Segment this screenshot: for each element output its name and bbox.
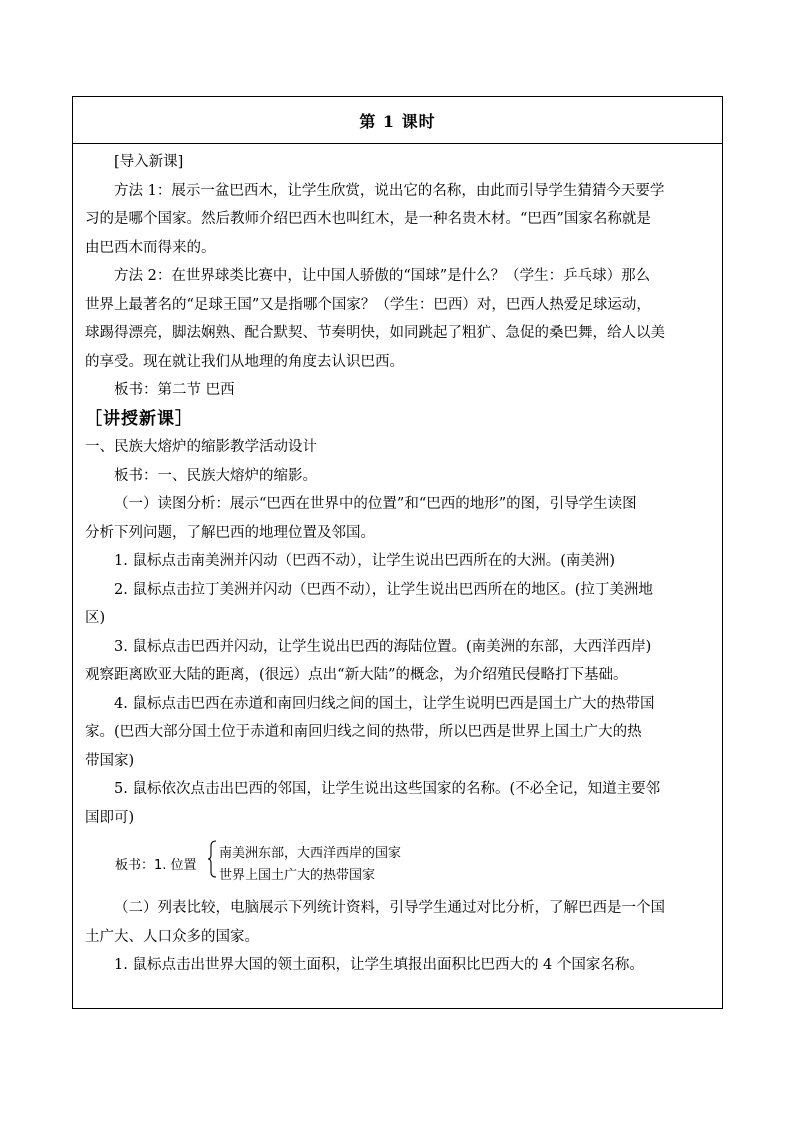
step1: 1. 鼠标点击南美洲并闪动（巴西不动），让学生说出巴西所在的大洲。(南美洲) (114, 553, 616, 569)
lesson-table (72, 96, 723, 1009)
step4-line: 4. 鼠标点击巴西在赤道和南回归线之间的国土，让学生说明巴西是国土广大的热带国 (114, 695, 655, 712)
step5-line: 5. 鼠标依次点击出巴西的邻国，让学生说出这些国家的名称。(不必全记，知道主要邻 (114, 781, 661, 797)
step5-line: 国即可) (85, 809, 135, 826)
board2-item: 世界上国土广大的热带国家 (219, 868, 376, 883)
compare-line: 土广大、人口众多的国家。 (85, 928, 259, 945)
part1-title: 一、民族大熔炉的缩影教学活动设计 (85, 439, 317, 455)
compare-step1: 1. 鼠标点击出世界大国的领土面积，让学生填报出面积比巴西大的 4 个国家名称。 (114, 957, 644, 973)
method1-line: 由巴西木而得来的。 (85, 239, 216, 256)
board2-label: 板书：1. 位置 (115, 858, 197, 873)
step2-line: 区) (85, 610, 106, 626)
intro-section-label: [导入新课] (114, 154, 184, 170)
method1-line: 方法 1：展示一盆巴西木，让学生欣赏，说出它的名称，由此而引导学生猜猜今天要学 (114, 182, 665, 199)
brace-icon (207, 840, 217, 878)
compare-line: （二）列表比较，电脑展示下列统计资料，引导学生通过对比分析，了解巴西是一个国 (114, 900, 665, 916)
analysis-line: （一）读图分析：展示“巴西在世界中的位置”和“巴西的地形”的图，引导学生读图 (114, 496, 637, 512)
lecture-heading: ［讲授新课］ (85, 408, 193, 429)
method2-line: 方法 2：在世界球类比赛中，让中国人骄傲的“国球”是什么？（学生：乒乓球）那么 (114, 268, 651, 284)
step4-line: 带国家) (85, 752, 135, 769)
step3-line: 观察距离欧亚大陆的距离，(很远）点出“新大陆”的概念，为介绍殖民侵略打下基础。 (85, 667, 628, 683)
analysis-line: 分析下列问题，了解巴西的地理位置及邻国。 (85, 524, 375, 541)
method2-line: 世界上最著名的“足球王国”又是指哪个国家？（学生：巴西）对，巴西人热爱足球运动， (85, 296, 651, 313)
board1: 板书：一、民族大熔炉的缩影。 (114, 467, 317, 484)
method2-line: 球踢得漂亮，脚法娴熟、配合默契、节奏明快，如同跳起了粗犷、急促的桑巴舞，给人以美 (85, 325, 665, 341)
step4-line: 家。(巴西大部分国土位于赤道和南回归线之间的热带，所以巴西是世界上国土广大的热 (85, 724, 642, 740)
intro-board: 板书：第二节 巴西 (114, 382, 235, 398)
step2-line: 2. 鼠标点击拉丁美洲并闪动（巴西不动），让学生说出巴西所在的地区。(拉丁美洲地 (114, 581, 653, 598)
step3-line: 3. 鼠标点击巴西并闪动，让学生说出巴西的海陆位置。(南美洲的东部，大西洋西岸) (114, 638, 652, 655)
board2-item: 南美洲东部，大西洋西岸的国家 (219, 846, 402, 861)
lesson-content (73, 144, 722, 980)
lesson-title: 第 1 课时 (73, 97, 722, 144)
method1-line: 习的是哪个国家。然后教师介绍巴西木也叫红木，是一种名贵木材。“巴西”国家名称就是 (85, 211, 651, 227)
method2-line: 的享受。现在就让我们从地理的角度去认识巴西。 (85, 353, 404, 370)
board2-figure (85, 838, 710, 894)
